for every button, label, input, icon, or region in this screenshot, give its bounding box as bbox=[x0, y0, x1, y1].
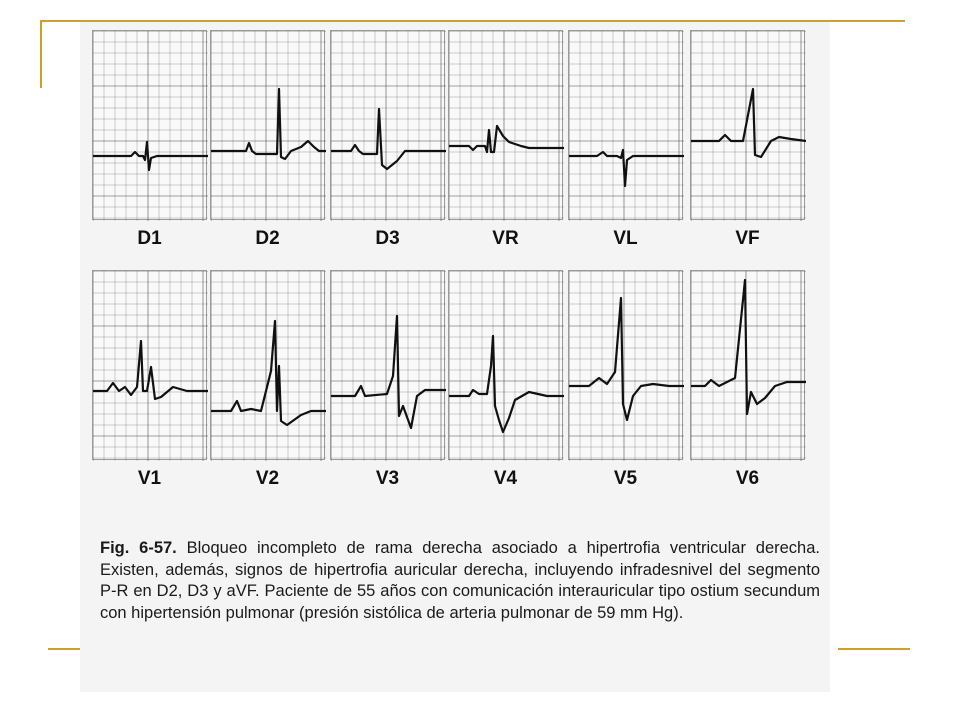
ecg-trace-d1 bbox=[93, 31, 208, 221]
ecg-trace-d2 bbox=[211, 31, 326, 221]
decorative-left-rule bbox=[40, 20, 42, 88]
ecg-strip-d1 bbox=[92, 30, 207, 220]
ecg-trace-v3 bbox=[331, 271, 446, 461]
ecg-strip-v5 bbox=[568, 270, 683, 460]
lead-label-vr: VR bbox=[492, 228, 519, 249]
ecg-strip-v2 bbox=[210, 270, 325, 460]
ecg-trace-vl bbox=[569, 31, 684, 221]
lead-label-vl: VL bbox=[613, 228, 638, 249]
figure-number: Fig. 6-57. bbox=[100, 539, 177, 557]
lead-label-v5: V5 bbox=[613, 468, 638, 489]
ecg-strip-v3 bbox=[330, 270, 445, 460]
ecg-trace-v4 bbox=[449, 271, 564, 461]
lead-label-v3: V3 bbox=[375, 468, 400, 489]
ecg-trace-d3 bbox=[331, 31, 446, 221]
ecg-trace-v5 bbox=[569, 271, 684, 461]
ecg-strip-vr bbox=[448, 30, 563, 220]
decorative-bottom-right-rule bbox=[838, 648, 910, 650]
ecg-strip-v1 bbox=[92, 270, 207, 460]
ecg-trace-v1 bbox=[93, 271, 208, 461]
lead-label-v4: V4 bbox=[493, 468, 518, 489]
ecg-strip-vf bbox=[690, 30, 805, 220]
lead-label-d1: D1 bbox=[137, 228, 162, 249]
ecg-strip-v6 bbox=[690, 270, 805, 460]
lead-label-v6: V6 bbox=[735, 468, 760, 489]
ecg-trace-v6 bbox=[691, 271, 806, 461]
decorative-bottom-left-rule bbox=[48, 648, 80, 650]
ecg-strip-vl bbox=[568, 30, 683, 220]
lead-label-v1: V1 bbox=[137, 468, 162, 489]
figure-caption bbox=[100, 538, 820, 624]
lead-label-d2: D2 bbox=[255, 228, 280, 249]
lead-label-d3: D3 bbox=[375, 228, 400, 249]
ecg-trace-vr bbox=[449, 31, 564, 221]
ecg-trace-vf bbox=[691, 31, 806, 221]
ecg-trace-v2 bbox=[211, 271, 326, 461]
lead-label-vf: VF bbox=[735, 228, 760, 249]
lead-label-v2: V2 bbox=[255, 468, 280, 489]
ecg-strip-d3 bbox=[330, 30, 445, 220]
ecg-strip-d2 bbox=[210, 30, 325, 220]
ecg-strip-v4 bbox=[448, 270, 563, 460]
caption-text: Bloqueo incompleto de rama derecha asociado a hipertrofia ventricular derecha. Existen, además, signos de hipertrofia auricular derecha, incluyendo infradesnivel del segmento P-R en D2, D3 y aVF. Paciente de 55 años con comunicación interauricular tipo ostium secundum con hipertensión pulmonar (presión sistólica de arteria pulmonar de 59 mm Hg). bbox=[100, 539, 820, 622]
